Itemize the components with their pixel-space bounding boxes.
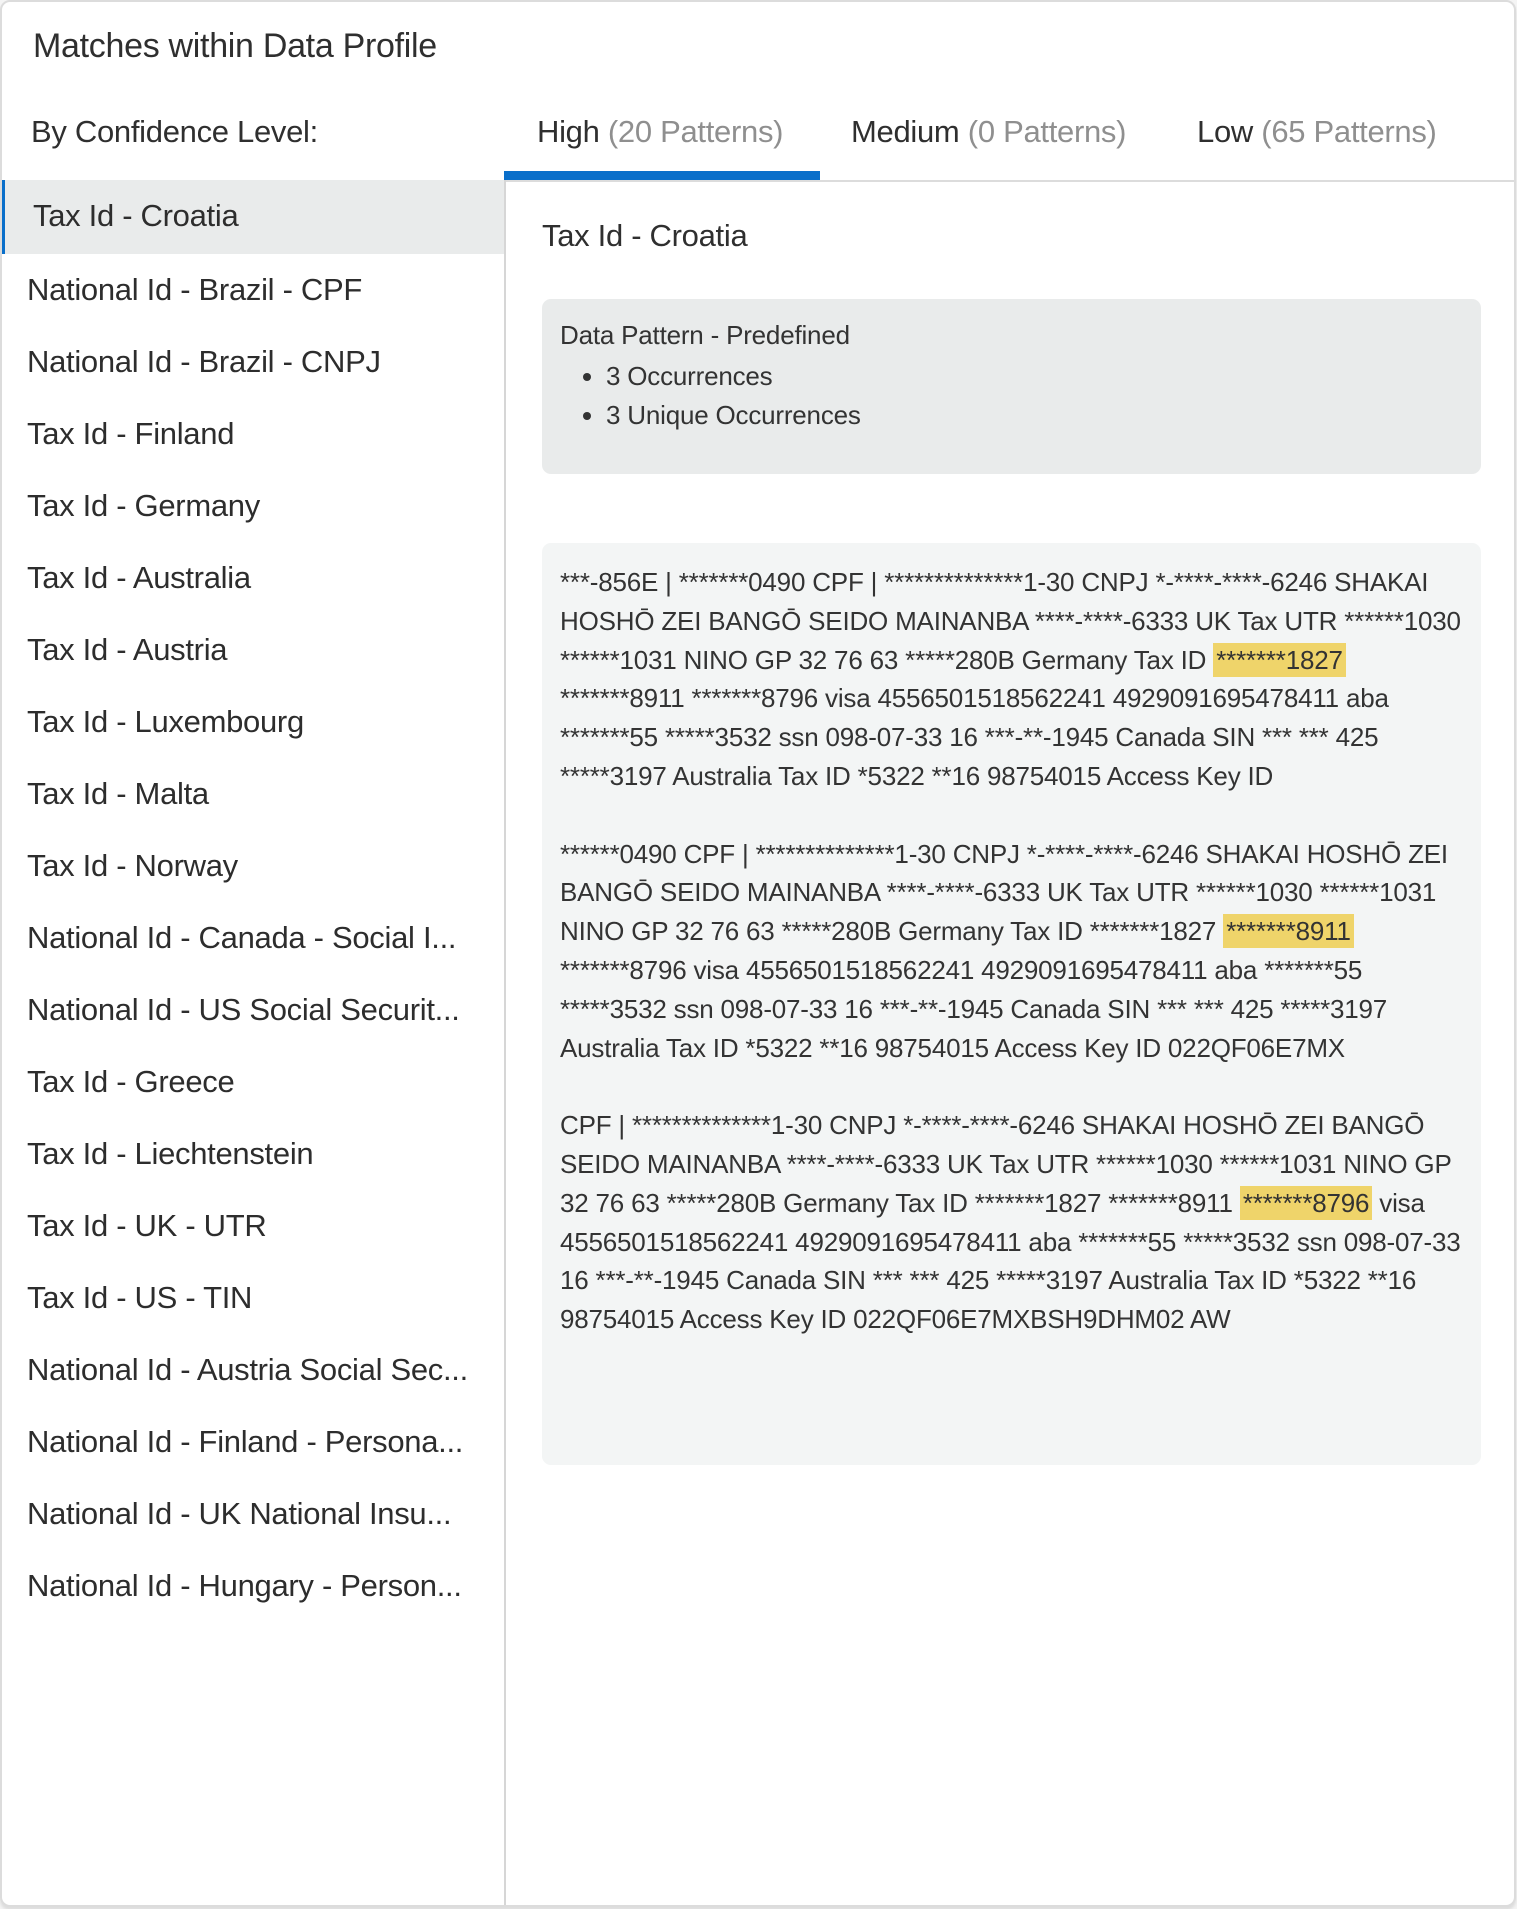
pattern-detail (506, 182, 1514, 1905)
pattern-item-tax-id-australia[interactable]: Tax Id - Australia (27, 560, 251, 595)
tab-medium-label: Medium (851, 114, 960, 149)
tab-low-label: Low (1197, 114, 1253, 149)
pattern-item-tax-id-germany[interactable]: Tax Id - Germany (27, 488, 260, 523)
pattern-item-national-id-austria-ssn[interactable]: National Id - Austria Social Sec... (27, 1352, 468, 1387)
pattern-item-tax-id-uk-utr[interactable]: Tax Id - UK - UTR (27, 1208, 267, 1243)
pattern-item-national-id-brazil-cnpj[interactable]: National Id - Brazil - CNPJ (27, 344, 381, 379)
occurrences-count: • 3 Occurrences (606, 357, 1463, 396)
pattern-item-tax-id-greece[interactable]: Tax Id - Greece (27, 1064, 235, 1099)
snippet-context-after: *******8796 visa 4556501518562241 4929091695478411 aba *******55 *****3532 ssn 098-07-33 16 ***-**-1945 Canada SIN *** *** 425 *****3197 Australia Tax ID *5322 **16 98754015 Access Key ID 022QF06E7MX (560, 954, 1388, 1063)
pattern-summary (542, 299, 1481, 474)
snippet-highlight: *******8796 (1240, 1186, 1372, 1220)
pattern-item-tax-id-croatia[interactable]: Tax Id - Croatia (2, 180, 504, 254)
pattern-item-tax-id-liechtenstein[interactable]: Tax Id - Liechtenstein (27, 1136, 314, 1171)
tab-high-count: (20 Patterns) (607, 114, 784, 149)
tab-high[interactable] (504, 98, 820, 180)
match-snippets (542, 543, 1481, 1465)
snippet-context-after: *******8911 *******8796 visa 4556501518562241 4929091695478411 aba *******55 *****3532 ssn 098-07-33 16 ***-**-1945 Canada SIN *** *** 425 *****3197 Australia Tax ID *5322 **16 98754015 Access Key ID (560, 683, 1389, 791)
snippet-highlight: *******8911 (1223, 914, 1354, 948)
confidence-tabs (504, 98, 1514, 182)
match-snippet (560, 835, 1463, 1068)
unique-occurrences-count: • 3 Unique Occurrences (606, 396, 1463, 435)
pattern-type-label: Data Pattern - Predefined (560, 320, 850, 350)
snippet-context-before: ******0490 CPF | **************1-30 CNPJ *-****-****-6246 SHAKAI HOSHŌ ZEI BANGŌ SEIDO MAINANBA ****-****-6333 UK Tax UTR ******1030 ******1031 NINO GP 32 76 63 *****280B Germany Tax ID *******1827 (560, 838, 1448, 947)
pattern-item-tax-id-us-tin[interactable]: Tax Id - US - TIN (27, 1280, 253, 1315)
snippet-context-before: CPF | **************1-30 CNPJ *-****-****-6246 SHAKAI HOSHŌ ZEI BANGŌ SEIDO MAINANBA ****-****-6333 UK Tax UTR ******1030 ******1031 NINO GP 32 76 63 *****280B Germany Tax ID *******1827 *******8911 (560, 1110, 1452, 1218)
pattern-item-tax-id-austria[interactable]: Tax Id - Austria (27, 632, 228, 667)
tab-low-count: (65 Patterns) (1261, 114, 1437, 149)
pattern-item-national-id-uk-nino[interactable]: National Id - UK National Insu... (27, 1496, 452, 1531)
pattern-item-tax-id-malta[interactable]: Tax Id - Malta (27, 776, 209, 811)
pattern-item-national-id-canada-sin[interactable]: National Id - Canada - Social I... (27, 920, 457, 955)
tab-medium[interactable] (851, 98, 1126, 180)
pattern-item-national-id-us-ssn[interactable]: National Id - US Social Securit... (27, 992, 460, 1027)
occurrence-stats (560, 357, 1463, 435)
pattern-item-tax-id-norway[interactable]: Tax Id - Norway (27, 848, 238, 883)
pattern-item-tax-id-luxembourg[interactable]: Tax Id - Luxembourg (27, 704, 304, 739)
confidence-filter-label: By Confidence Level: (31, 114, 318, 149)
match-snippet (560, 563, 1463, 796)
pattern-item-national-id-finland-personal[interactable]: National Id - Finland - Persona... (27, 1424, 464, 1459)
tab-high-label: High (537, 114, 600, 149)
panel-title: Matches within Data Profile (33, 27, 437, 65)
pattern-item-national-id-hungary-personal[interactable]: National Id - Hungary - Person... (27, 1568, 462, 1603)
snippet-context-before: ***-856E | *******0490 CPF | **************1-30 CNPJ *-****-****-6246 SHAKAI HOSHŌ ZEI BANGŌ SEIDO MAINANBA ****-****-6333 UK Tax UTR ******1030 ******1031 NINO GP 32 76 63 *****280B Germany Tax ID (560, 567, 1461, 675)
tab-medium-count: (0 Patterns) (967, 114, 1127, 149)
match-snippet (560, 1106, 1463, 1339)
pattern-list (2, 180, 506, 1905)
tab-low[interactable] (1197, 98, 1437, 180)
pattern-item-national-id-brazil-cpf[interactable]: National Id - Brazil - CPF (27, 272, 363, 307)
snippet-highlight: *******1827 (1213, 643, 1345, 677)
detail-title: Tax Id - Croatia (542, 218, 748, 253)
snippet-context-after: visa 4556501518562241 4929091695478411 aba *******55 *****3532 ssn 098-07-33 16 ***-**-1945 Canada SIN *** *** 425 *****3197 Australia Tax ID *5322 **16 98754015 Access Key ID 022QF06E7MXBSH9DHM02 AW (560, 1187, 1461, 1335)
pattern-item-tax-id-finland[interactable]: Tax Id - Finland (27, 416, 235, 451)
